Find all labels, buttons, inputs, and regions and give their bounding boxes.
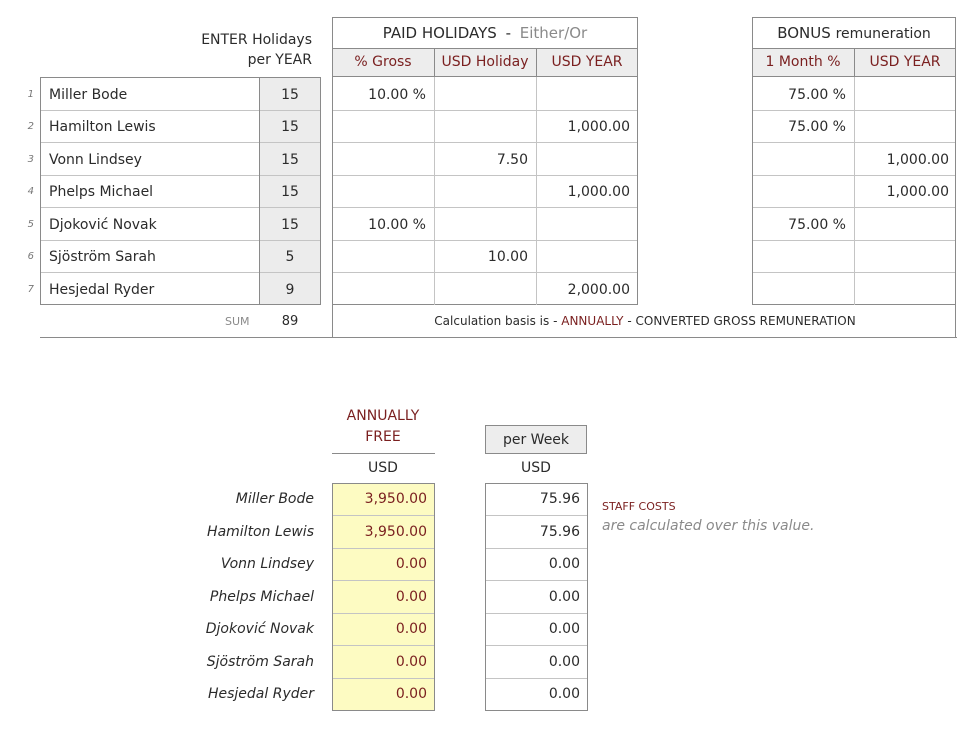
employee-name: Phelps Michael — [49, 184, 154, 200]
usd-holiday-input[interactable]: 7.50 — [496, 152, 528, 168]
holidays-input[interactable]: 15 — [281, 87, 299, 103]
col-usd-year-header: USD YEAR — [551, 54, 623, 70]
basis-annually: ANNUALLY — [561, 314, 624, 328]
holidays-input[interactable]: 15 — [281, 217, 299, 233]
gross-input[interactable]: 10.00 % — [368, 217, 426, 233]
summary-employee-name: Miller Bode — [235, 491, 314, 507]
per-week-label: per Week — [502, 432, 570, 448]
summary-employee-name: Djoković Novak — [205, 621, 314, 637]
annual-free-value: 3,950.00 — [364, 491, 427, 507]
basis-suffix: - CONVERTED GROSS REMUNERATION — [627, 314, 856, 328]
row-number: 7 — [27, 284, 34, 295]
basis-prefix: Calculation basis is - — [434, 314, 558, 328]
employee-name: Hesjedal Ryder — [49, 282, 155, 298]
month-pct-input[interactable]: 75.00 % — [788, 87, 846, 103]
employee-name: Hamilton Lewis — [49, 119, 156, 135]
holidays-input[interactable]: 5 — [285, 249, 295, 265]
bonus-sub: remuneration — [835, 26, 931, 42]
bonus-title-box — [752, 17, 956, 48]
col-bonus-usd-year-header: USD YEAR — [869, 54, 941, 70]
per-week-value: 0.00 — [548, 654, 580, 670]
employee-name: Miller Bode — [49, 87, 128, 103]
row-number: 6 — [27, 251, 34, 262]
row-number: 2 — [27, 121, 34, 132]
sum-label: SUM — [225, 315, 250, 328]
usd-year-input[interactable]: 2,000.00 — [567, 282, 630, 298]
bonus-title: BONUS — [777, 24, 831, 42]
row-number: 1 — [27, 89, 34, 100]
per-week-value: 0.00 — [548, 621, 580, 637]
summary-employee-name: Vonn Lindsey — [220, 556, 314, 572]
summary-employee-name: Phelps Michael — [209, 589, 314, 605]
month-pct-input[interactable]: 75.00 % — [788, 119, 846, 135]
paid-holidays-dash: - — [505, 24, 511, 42]
col-usd-holiday-header: USD Holiday — [441, 54, 529, 70]
summary-employee-name: Hamilton Lewis — [207, 524, 314, 540]
usd-holiday-input[interactable]: 10.00 — [487, 249, 528, 265]
holidays-input[interactable]: 9 — [285, 282, 295, 298]
enter-holidays-line1: ENTER Holidays — [201, 32, 312, 48]
summary-employee-name: Hesjedal Ryder — [207, 686, 314, 702]
employee-name: Sjöström Sarah — [49, 249, 156, 265]
staff-costs-label: STAFF COSTS — [602, 500, 676, 513]
enter-holidays-header — [170, 30, 312, 70]
annually-line1: ANNUALLY — [346, 408, 420, 424]
gross-input[interactable]: 10.00 % — [368, 87, 426, 103]
bonus-year-input[interactable]: 1,000.00 — [886, 184, 949, 200]
annual-free-value: 0.00 — [395, 621, 427, 637]
row-number: 3 — [27, 154, 34, 165]
per-week-value: 0.00 — [548, 686, 580, 702]
row-number: 5 — [27, 219, 34, 230]
col-gross-header: % Gross — [354, 54, 412, 70]
paid-holidays-title: PAID HOLIDAYS — [382, 24, 497, 42]
employee-name: Djoković Novak — [49, 217, 157, 233]
paid-holidays-title-box — [332, 17, 638, 48]
annually-line2: FREE — [365, 429, 401, 445]
calculation-basis — [340, 315, 950, 327]
annual-free-value: 0.00 — [395, 556, 427, 572]
holidays-input[interactable]: 15 — [281, 119, 299, 135]
per-week-value: 0.00 — [548, 556, 580, 572]
sum-value: 89 — [281, 314, 299, 329]
usd-right-header: USD — [521, 460, 551, 476]
basis-underline — [40, 337, 957, 338]
usd-left-header: USD — [368, 460, 398, 476]
per-week-value: 75.96 — [539, 491, 580, 507]
enter-holidays-line2: per YEAR — [247, 52, 312, 68]
bonus-year-input[interactable]: 1,000.00 — [886, 152, 949, 168]
per-week-header — [485, 425, 587, 454]
employee-name: Vonn Lindsey — [49, 152, 142, 168]
staff-costs-note: are calculated over this value. — [602, 518, 815, 534]
per-week-value: 75.96 — [539, 524, 580, 540]
summary-employee-name: Sjöström Sarah — [206, 654, 314, 670]
usd-year-input[interactable]: 1,000.00 — [567, 184, 630, 200]
per-week-value: 0.00 — [548, 589, 580, 605]
usd-year-input[interactable]: 1,000.00 — [567, 119, 630, 135]
annual-free-value: 0.00 — [395, 589, 427, 605]
annually-free-header — [332, 406, 434, 448]
month-pct-input[interactable]: 75.00 % — [788, 217, 846, 233]
holidays-input[interactable]: 15 — [281, 184, 299, 200]
annual-free-value: 0.00 — [395, 686, 427, 702]
col-month-pct-header: 1 Month % — [765, 54, 841, 70]
row-number: 4 — [27, 186, 34, 197]
paid-holidays-sub: Either/Or — [519, 24, 588, 42]
holidays-input[interactable]: 15 — [281, 152, 299, 168]
annual-free-value: 3,950.00 — [364, 524, 427, 540]
annual-free-value: 0.00 — [395, 654, 427, 670]
